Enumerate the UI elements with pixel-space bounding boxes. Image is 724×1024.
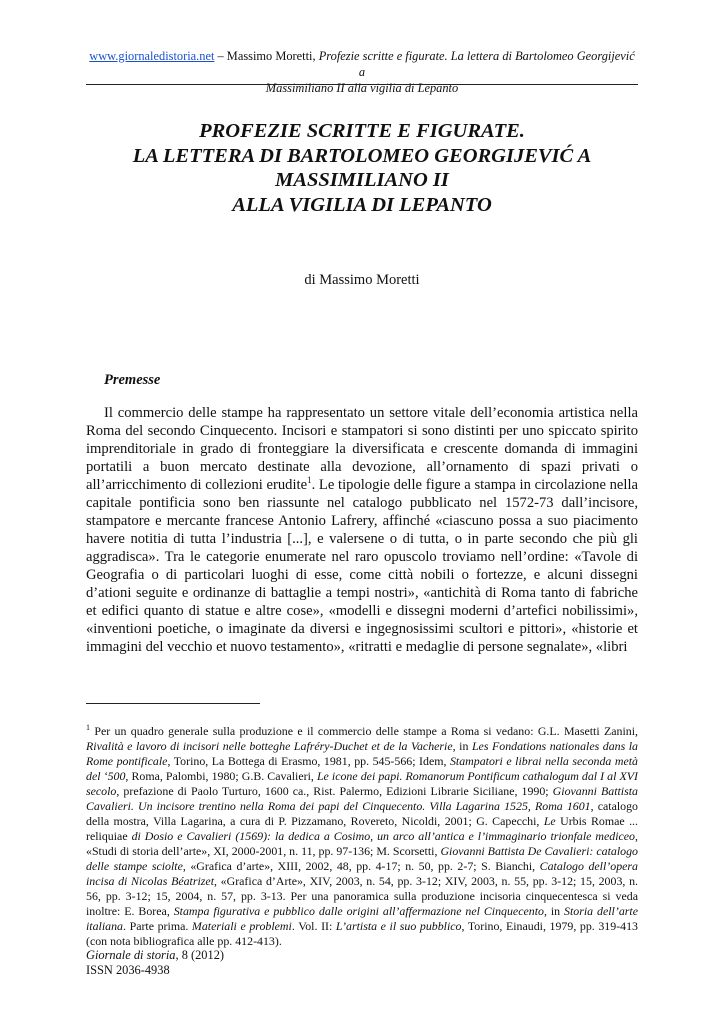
section-heading: Premesse [104, 372, 161, 388]
fn-seg: di Dosio e Cavalieri (1569): la dedica a Cosimo, un arco all’antica e l’immaginario trionfale mediceo [131, 829, 635, 843]
fn-seg: , prefazione di Paolo Turturo, 1600 ca., Rist. Palermo, Edizioni Librarie Siciliane, 1990; [116, 784, 553, 798]
fn-seg: . Vol. II: [291, 919, 336, 933]
fn-seg: Le [543, 814, 556, 828]
header-author: Massimo Moretti, [226, 49, 319, 63]
fn-seg: Stampatori e librai nella seconda metà del ‘500 [86, 754, 638, 783]
fn-seg: , Torino, Einaudi, 1979, pp. 319-413 (con nota bibliografica alle pp. 412-413). [86, 919, 638, 948]
header-separator: – [214, 49, 227, 63]
fn-seg: , catalogo della mostra, Villa Lagarina, a cura di P. Pizzamano, Rovereto, Nicoldi, 2001; G. Capecchi, [86, 799, 638, 828]
fn-seg: Per un quadro generale sulla produzione e il commercio delle stampe a Roma si vedano: G.L. Masetti Zanini, [90, 724, 638, 738]
fn-seg: , «Grafica d’Arte», XIV, 2003, n. 54, pp. 3-12; XIV, 2003, n. 55, pp. 3-12; 15, 2003, n. 56, pp. 3-12; 15, 2004, n. 57, pp. 3-13. Per una panoramica sulla produzione incisoria cinquecentesca si veda inoltre: E. Borea, [86, 874, 638, 918]
fn-seg: , in [543, 904, 565, 918]
footnote [86, 724, 638, 949]
journal-issue: , 8 (2012) [175, 948, 225, 962]
fn-seg: Catalogo dell’opera incisa di Nicolas Béatrizet [86, 859, 638, 888]
running-header [86, 48, 638, 96]
fn-seg: , Roma, Palombi, 1980; G.B. Cavalieri, [125, 769, 317, 783]
body-paragraph [86, 404, 638, 656]
body-text-part2: . Le tipologie delle figure a stampa in circolazione nella capitale pontificia sono ben riassunte nel catalogo pubblicato nel 1572-73 dall’incisore, stampatore e mercante francese Antonio Lafrery, affinché «ciascuno possa a suo piacimento havere notitia di tutta l’industria [...], e valersene o di tutta, o in parte secondo che più gli aggradisca». Tra le categorie enumerate nel raro opuscolo troviamo nell’ordine: «Tavole di Geografia o di particolari luoghi di esse, come città nobili o fortezze, e alcuni dissegni d’ationi seguite e ordinanze di battaglie a tempi nostri», «antichità di Roma tanto di fabriche et edifici quanto di statue e altre cose», «modelli e dissegni moderni d’artefici nobilissimi», «inventioni poetiche, o imaginate da diversi e ingegnosissimi scultori e pittori», «historie et immagini del vecchio et nuovo testamento», «ritratti e medaglie di persone segnalate», «libri [86, 477, 639, 655]
fn-seg: , «Studi di storia dell’arte», XI, 2000-2001, n. 11, pp. 97-136; M. Scorsetti, [86, 829, 638, 858]
fn-seg: Giovanni Battista De Cavalieri: catalogo delle stampe sciolte [86, 844, 638, 873]
article-title [86, 119, 638, 217]
footnote-mark: 1 [86, 723, 90, 733]
journal-name: Giornale di storia [86, 948, 176, 962]
fn-seg: Stampa figurativa e pubblico dalle origini all’affermazione nel Cinquecento [173, 904, 544, 918]
body-text-part1: Il commercio delle stampe ha rappresentato un settore vitale dell’economia artistica nella Roma del secondo Cinquecento. Incisori e stampatori si sono distinti per uno spiccato spirito imprenditoriale in grado di fronteggiare la diversificata e crescente domanda di immagini portatili a buon mercato destinate alla devozione, all’ornamento di spazi privati o all’arricchimento di collezioni erudite [86, 405, 638, 493]
fn-seg: Materiali e problemi [191, 919, 292, 933]
byline: di Massimo Moretti [304, 272, 420, 288]
header-divider [86, 84, 638, 85]
fn-seg: , in [452, 739, 472, 753]
fn-seg: L’artista e il suo pubblico [335, 919, 462, 933]
site-link[interactable]: www.giornaledistoria.net [89, 49, 215, 63]
fn-seg: Le icone dei papi. Romanorum Pontificum cathalogum dal I al XVI secolo [86, 769, 638, 798]
fn-seg: . Parte prima. [123, 919, 192, 933]
fn-seg: Storia dell’arte italiana [86, 904, 638, 933]
fn-seg: Les Fondations nationales dans la Rome pontificale [86, 739, 639, 768]
title-line-4: ALLA VIGILIA DI LEPANTO [232, 193, 492, 216]
fn-seg: , «Grafica d’arte», XIII, 2002, 48, pp. 4-17; n. 50, pp. 2-7; S. Bianchi, [182, 859, 540, 873]
fn-seg: Rivalità e lavoro di incisori nelle botteghe Lafréry-Duchet et de la Vacherie [86, 739, 453, 753]
issn: ISSN 2036-4938 [86, 963, 170, 977]
title-line-1: PROFEZIE SCRITTE E FIGURATE. [199, 120, 525, 142]
header-title-line1: Profezie scritte e figurate. La lettera di Bartolomeo Georgijević a [318, 49, 635, 79]
title-line-2: LA LETTERA DI BARTOLOMEO GEORGIJEVIĆ A [132, 144, 592, 167]
title-line-3: MASSIMILIANO II [275, 169, 449, 191]
footnote-reference[interactable]: 1 [307, 475, 312, 486]
fn-seg: , Torino, La Bottega di Erasmo, 1981, pp. 545-566; Idem, [167, 754, 450, 768]
fn-seg: Giovanni Battista Cavalieri. Un incisore trentino nella Roma dei papi del Cinquecento. Villa Lagarina 1525, Roma 1601 [86, 784, 638, 813]
header-title-line2: Massimiliano II alla vigilia di Lepanto [265, 81, 459, 95]
fn-seg: Urbis Romae ... reliquiae [86, 814, 638, 843]
footnote-divider [86, 703, 260, 704]
page-footer [86, 948, 224, 978]
